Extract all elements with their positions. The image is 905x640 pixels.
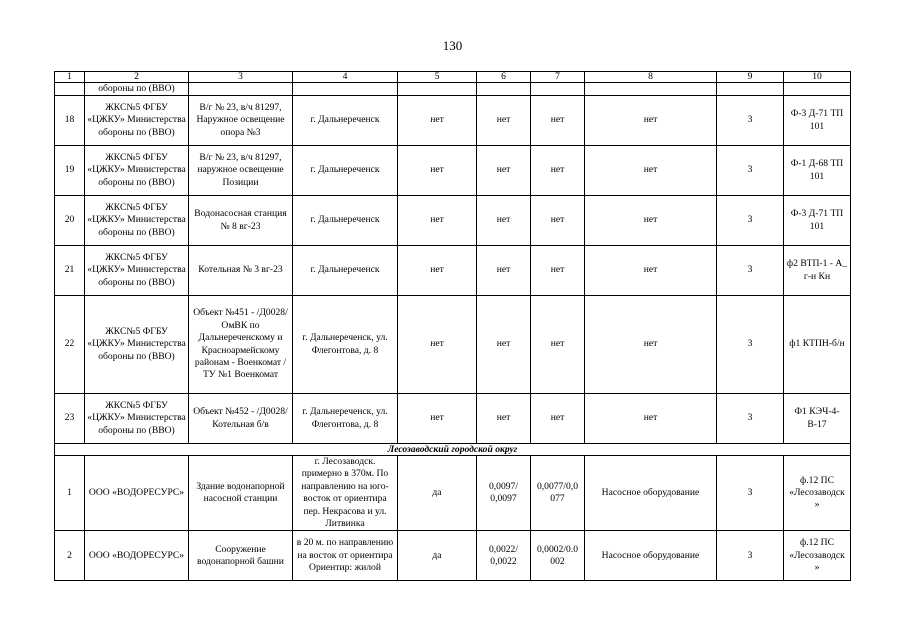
cell-6: нет: [477, 246, 531, 296]
owner-cell: ЖКС№5 ФГБУ «ЦЖКУ» Министерства обороны по (ВВО): [85, 146, 189, 196]
cell-5: нет: [398, 146, 477, 196]
row-number: 23: [55, 394, 85, 444]
address-cell: в 20 м. по направлению на восток от ориентира Ориентир: жилой: [293, 531, 398, 581]
cell-5: нет: [398, 246, 477, 296]
owner-cell: обороны по (ВВО): [85, 83, 189, 96]
cell-5: нет: [398, 96, 477, 146]
row-number: 22: [55, 296, 85, 394]
cell-7: нет: [531, 96, 585, 146]
table-row: [55, 394, 851, 444]
header-cell: 6: [477, 72, 531, 83]
cell-6: 0,0022/ 0,0022: [477, 531, 531, 581]
address-cell: г. Дальнереченск, ул. Флегонтова, д. 8: [293, 394, 398, 444]
table-row: [55, 96, 851, 146]
header-cell: 4: [293, 72, 398, 83]
cell-8: Насосное оборудование: [585, 531, 717, 581]
registry-table: [54, 71, 851, 581]
cell-8: нет: [585, 394, 717, 444]
page-number: 130: [442, 38, 463, 53]
header-cell: 5: [398, 72, 477, 83]
feeder-cell: Ф-1 Д-68 ТП 101: [784, 146, 851, 196]
cell-8: Насосное оборудование: [585, 456, 717, 531]
object-cell: В/г № 23, в/ч 81297, Наружное освещение опора №3: [189, 96, 293, 146]
object-cell: Котельная № 3 вг-23: [189, 246, 293, 296]
owner-cell: ООО «ВОДОРЕСУРС»: [85, 456, 189, 531]
address-cell: г. Дальнереченск: [293, 246, 398, 296]
row-number: 21: [55, 246, 85, 296]
table-row: [55, 246, 851, 296]
cell-7: нет: [531, 394, 585, 444]
table-row: [55, 296, 851, 394]
owner-cell: ЖКС№5 ФГБУ «ЦЖКУ» Министерства обороны по (ВВО): [85, 246, 189, 296]
cell-5: нет: [398, 196, 477, 246]
cell-9: 3: [717, 296, 784, 394]
object-cell: В/г № 23, в/ч 81297, наружное освещение Позиции: [189, 146, 293, 196]
object-cell: Объект №452 - /Д0028/ Котельная б/в: [189, 394, 293, 444]
table-row: [55, 146, 851, 196]
header-row: [55, 72, 851, 83]
table-row: [55, 456, 851, 531]
row-number: 1: [55, 456, 85, 531]
cell-9: 3: [717, 196, 784, 246]
header-cell: 9: [717, 72, 784, 83]
feeder-cell: ф.12 ПС «Лесозаводск »: [784, 456, 851, 531]
object-cell: Водонасосная станция № 8 вг-23: [189, 196, 293, 246]
feeder-cell: ф1 КТПН-б/н: [784, 296, 851, 394]
cell-7: нет: [531, 246, 585, 296]
address-cell: г. Дальнереченск: [293, 196, 398, 246]
feeder-cell: ф2 ВТП-1 - А_ г-н Кн: [784, 246, 851, 296]
cell-9: 3: [717, 394, 784, 444]
cell-9: 3: [717, 146, 784, 196]
cell-9: 3: [717, 531, 784, 581]
address-cell: г. Дальнереченск, ул. Флегонтова, д. 8: [293, 296, 398, 394]
object-cell: Сооружение водонапорной башни: [189, 531, 293, 581]
cell-5: да: [398, 456, 477, 531]
cell-6: нет: [477, 394, 531, 444]
feeder-cell: Ф-3 Д-71 ТП 101: [784, 196, 851, 246]
cell-8: нет: [585, 246, 717, 296]
cell-5: нет: [398, 394, 477, 444]
cell-8: нет: [585, 296, 717, 394]
cell-7: нет: [531, 196, 585, 246]
cell-6: нет: [477, 296, 531, 394]
table-row: [55, 196, 851, 246]
cell-7: 0,0002/0.0 002: [531, 531, 585, 581]
cell-6: 0,0097/ 0,0097: [477, 456, 531, 531]
row-number: 2: [55, 531, 85, 581]
address-cell: г. Дальнереченск: [293, 146, 398, 196]
header-cell: 2: [85, 72, 189, 83]
cell-7: 0,0077/0,0 077: [531, 456, 585, 531]
cell-6: нет: [477, 146, 531, 196]
owner-cell: ООО «ВОДОРЕСУРС»: [85, 531, 189, 581]
row-number: 19: [55, 146, 85, 196]
cell-7: нет: [531, 296, 585, 394]
row-number: 18: [55, 96, 85, 146]
owner-cell: ЖКС№5 ФГБУ «ЦЖКУ» Министерства обороны по (ВВО): [85, 96, 189, 146]
row-number: 20: [55, 196, 85, 246]
cell-6: нет: [477, 196, 531, 246]
cell-8: нет: [585, 196, 717, 246]
object-cell: Объект №451 - /Д0028/ ОмВК по Дальнереченскому и Красноармейскому районам - Военкомат / ТУ №1 Военкомат: [189, 296, 293, 394]
header-cell: 10: [784, 72, 851, 83]
address-cell: г. Дальнереченск: [293, 96, 398, 146]
header-cell: 1: [55, 72, 85, 83]
address-cell: г. Лесозаводск. примерно в 370м. По направлению на юго-восток от ориентира пер. Некрасова и ул. Литвинка: [293, 456, 398, 531]
feeder-cell: Ф-3 Д-71 ТП 101: [784, 96, 851, 146]
cell-6: нет: [477, 96, 531, 146]
owner-cell: ЖКС№5 ФГБУ «ЦЖКУ» Министерства обороны по (ВВО): [85, 296, 189, 394]
header-cell: 3: [189, 72, 293, 83]
section-title: Лесозаводский городской округ: [55, 444, 851, 456]
cell-8: нет: [585, 96, 717, 146]
cell-5: нет: [398, 296, 477, 394]
owner-cell: ЖКС№5 ФГБУ «ЦЖКУ» Министерства обороны по (ВВО): [85, 196, 189, 246]
cell-8: нет: [585, 146, 717, 196]
cell-9: 3: [717, 456, 784, 531]
cell-9: 3: [717, 96, 784, 146]
section-header-row: [55, 444, 851, 456]
header-cell: 7: [531, 72, 585, 83]
object-cell: Здание водонапорной насосной станции: [189, 456, 293, 531]
continuation-row: [55, 83, 851, 96]
header-cell: 8: [585, 72, 717, 83]
table-row: [55, 531, 851, 581]
cell-9: 3: [717, 246, 784, 296]
feeder-cell: Ф1 КЭЧ-4-В-17: [784, 394, 851, 444]
cell-5: да: [398, 531, 477, 581]
cell-7: нет: [531, 146, 585, 196]
owner-cell: ЖКС№5 ФГБУ «ЦЖКУ» Министерства обороны по (ВВО): [85, 394, 189, 444]
feeder-cell: ф.12 ПС «Лесозаводск »: [784, 531, 851, 581]
